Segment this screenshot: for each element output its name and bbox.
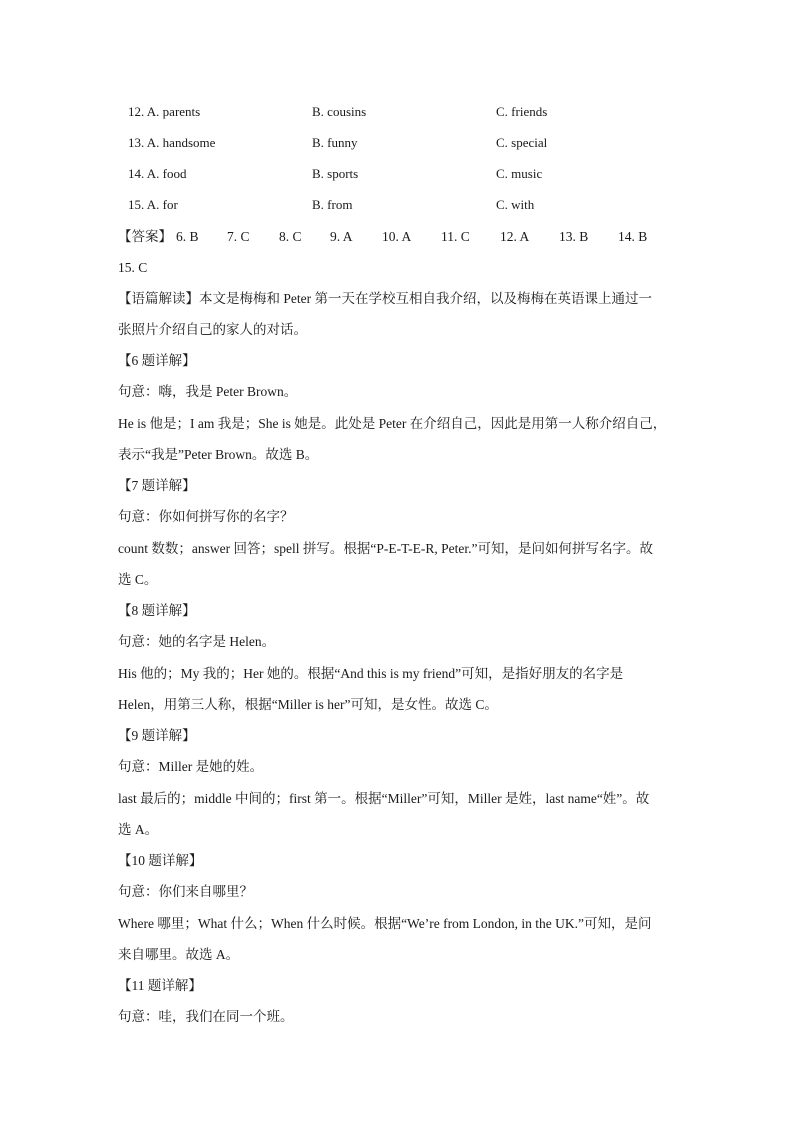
- option-row-14: [128, 166, 688, 186]
- section-heading: 【11 题详解】: [118, 978, 202, 993]
- answer-item: 10. A: [382, 229, 412, 244]
- option-b: B. sports: [312, 166, 359, 181]
- text-line: He is 他是；I am 我是；She is 她是。此处是 Peter 在介绍自己，因此是用第一人称介绍自己，: [118, 416, 667, 431]
- text-line: 选 A。: [118, 822, 159, 837]
- option-c: C. music: [496, 166, 543, 181]
- answer-label: 【答案】: [118, 229, 172, 244]
- answer-item: 12. A: [500, 229, 530, 244]
- answer-item: 14. B: [618, 229, 648, 244]
- section-heading: 【10 题详解】: [118, 853, 203, 868]
- text-line: last 最后的；middle 中间的；first 第一。根据“Miller”可知，Miller 是姓，last name“姓”。故: [118, 791, 650, 806]
- text-line: 句意：你们来自哪里？: [118, 884, 253, 899]
- option-b: B. funny: [312, 135, 358, 150]
- answer-last: 15. C: [118, 260, 148, 275]
- text-line: 句意：哇，我们在同一个班。: [118, 1009, 294, 1024]
- text-line: 句意：嗨，我是 Peter Brown。: [118, 384, 298, 399]
- answer-line: [118, 227, 684, 247]
- section-heading: 【6 题详解】: [118, 353, 196, 368]
- option-c: C. special: [496, 135, 548, 150]
- text-line: 句意：Miller 是她的姓。: [118, 759, 264, 774]
- option-row-15: [128, 197, 688, 217]
- section-heading: 【8 题详解】: [118, 603, 196, 618]
- option-b: B. from: [312, 197, 353, 212]
- option-row-12: [128, 104, 688, 124]
- text-line: His 他的；My 我的；Her 她的。根据“And this is my friend”可知，是指好朋友的名字是: [118, 666, 624, 681]
- answer-item: 7. C: [227, 229, 250, 244]
- text-line: Helen，用第三人称，根据“Miller is her”可知，是女性。故选 C。: [118, 697, 498, 712]
- text-line: 【语篇解读】本文是梅梅和 Peter 第一天在学校互相自我介绍，以及梅梅在英语课上通过一: [118, 291, 652, 306]
- text-line: 选 C。: [118, 572, 158, 587]
- text-line: count 数数；answer 回答；spell 拼写。根据“P-E-T-E-R, Peter.”可知，是问如何拼写名字。故: [118, 541, 653, 556]
- answer-item: 8. C: [279, 229, 302, 244]
- option-c: C. with: [496, 197, 535, 212]
- option-row-13: [128, 135, 688, 155]
- answer-item: 11. C: [441, 229, 470, 244]
- option-a: 15. A. for: [128, 197, 178, 212]
- option-a: 12. A. parents: [128, 104, 201, 119]
- text-line: 句意：你如何拼写你的名字？: [118, 509, 294, 524]
- option-a: 13. A. handsome: [128, 135, 216, 150]
- option-b: B. cousins: [312, 104, 367, 119]
- option-a: 14. A. food: [128, 166, 187, 181]
- section-heading: 【7 题详解】: [118, 478, 196, 493]
- text-line: Where 哪里；What 什么；When 什么时候。根据“We’re from London, in the UK.”可知，是问: [118, 916, 652, 931]
- text-line: 来自哪里。故选 A。: [118, 947, 240, 962]
- option-c: C. friends: [496, 104, 548, 119]
- answer-item: 6. B: [176, 229, 199, 244]
- text-line: 张照片介绍自己的家人的对话。: [118, 322, 307, 337]
- answer-item: 9. A: [330, 229, 353, 244]
- section-heading: 【9 题详解】: [118, 728, 196, 743]
- text-line: 表示“我是”Peter Brown。故选 B。: [118, 447, 319, 462]
- text-line: 句意：她的名字是 Helen。: [118, 634, 276, 649]
- answer-item: 13. B: [559, 229, 589, 244]
